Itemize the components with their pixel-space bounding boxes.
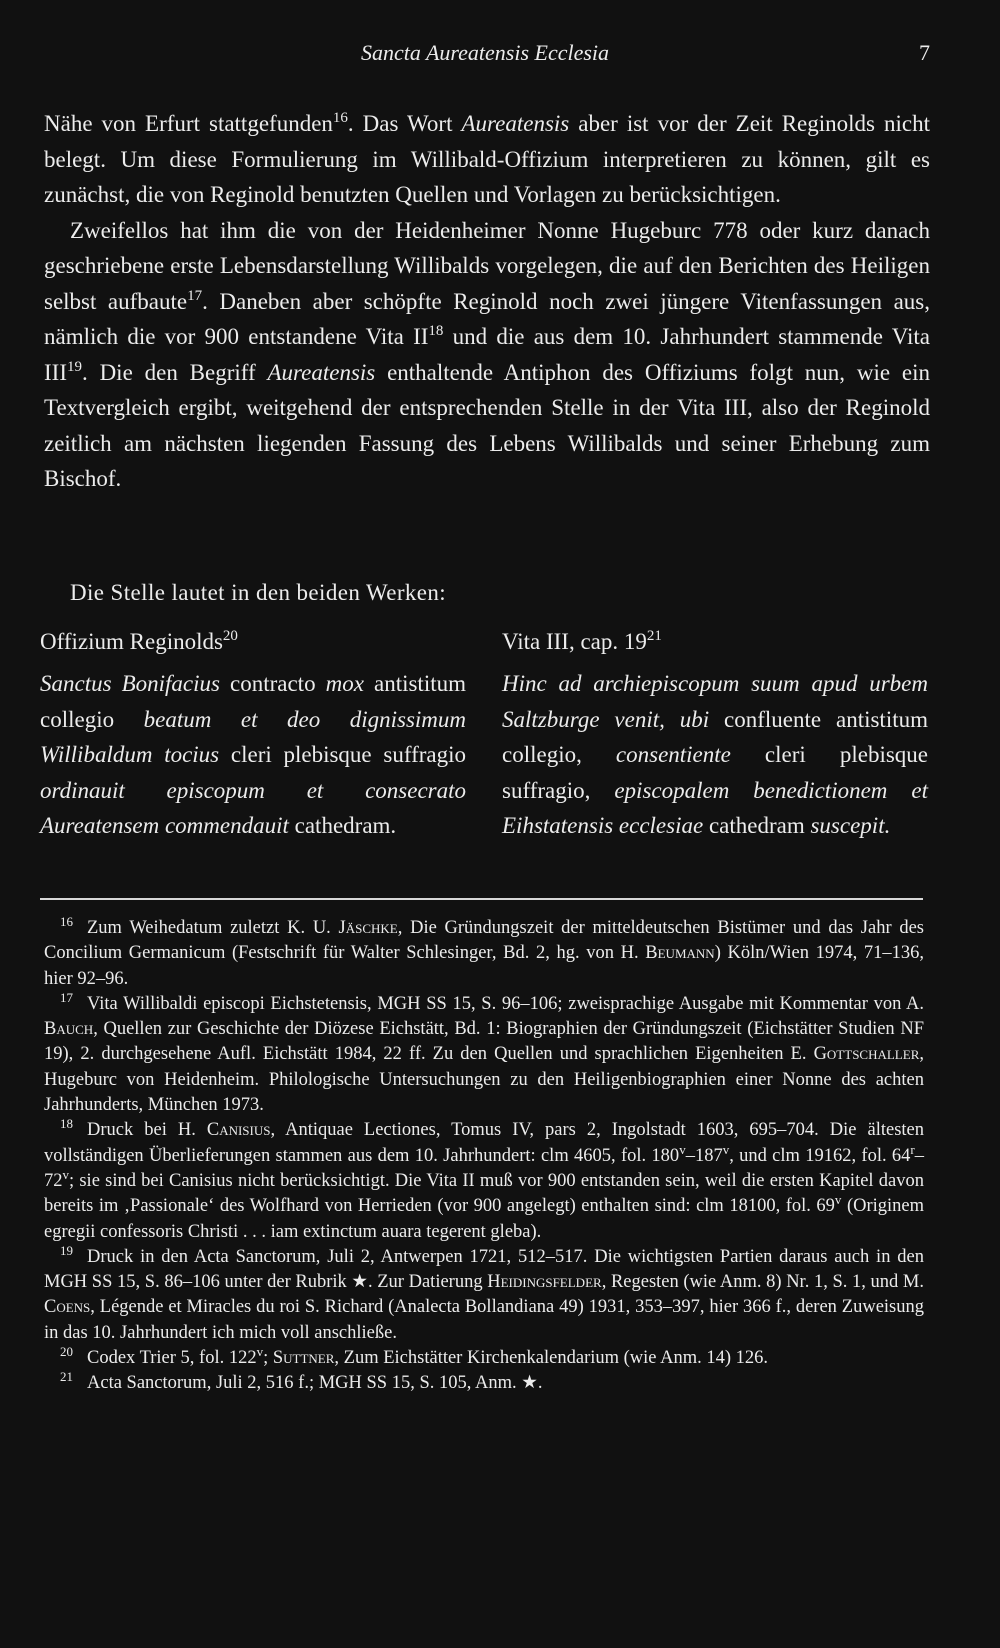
text-span: . Die den Begriff (81, 359, 268, 385)
main-text (44, 106, 930, 497)
heading-text: Offizium Reginolds (40, 629, 223, 654)
folio-side: v (256, 1344, 264, 1360)
text-span: , Quellen zur Geschichte der Diözese Eichstätt, Bd. 1: Biographien der Gründungszeit (Eichstätter Studien NF 19), 2. durchgesehene Aufl. Eichstätt 1984, 22 ff. Zu den Quellen und sprachlichen Eigenheiten E. (44, 1019, 924, 1065)
italic-span: Hinc ad archiepiscopum suum apud urbem Saltzburge venit, ubi (502, 671, 928, 732)
text-span: ) Köln/Wien 1974, 71–136, hier 92–96. (44, 943, 924, 989)
footnote-20 (44, 1346, 924, 1371)
text-span: Acta Sanctorum, Juli 2, 516 f.; MGH SS 15, S. 105, Anm. ★. (87, 1373, 543, 1394)
author-name: Heidingsfelder (487, 1272, 602, 1293)
footnotes (44, 916, 924, 1397)
text-span: aber ist vor der Zeit Reginolds nicht belegt. Um diese Formulierung im Willibald-Offizium interpretieren zu können, gilt es zunächst, die von Reginold benutzten Quellen und Vorlagen zu berücksichtigen. (44, 111, 930, 207)
footnote-ref-20[interactable]: 20 (222, 628, 238, 644)
italic-span: mox (325, 671, 364, 696)
footnote-ref-16[interactable]: 16 (332, 110, 348, 126)
text-span: confluente antistitum collegio, (502, 706, 928, 767)
column-heading-offizium (40, 624, 466, 659)
text-span: ; (263, 1348, 273, 1369)
text-span: Vita Willibaldi episcopi Eichstetensis, MGH SS 15, S. 96–106; zweisprachige Ausgabe mit Kommentar von A. (87, 993, 924, 1014)
text-span: Zweifellos hat ihm die von der Heidenheimer Nonne Hugeburc 778 oder kurz danach geschriebene erste Lebensdarstellung Willibalds vorgelegen, die auf den Berichten des Heiligen selbst aufbaute (44, 217, 930, 314)
author-name: Coens (44, 1297, 91, 1318)
heading-text: Vita III, cap. 19 (502, 629, 647, 654)
italic-span: episcopalem benedictionem et Eihstatensis ecclesiae (502, 777, 928, 838)
comparison-intro: Die Stelle lautet in den beiden Werken: (70, 580, 447, 605)
text-span: antistitum collegio (40, 671, 466, 732)
footnote-number: 16 (60, 914, 73, 929)
footnote-ref-21[interactable]: 21 (646, 628, 662, 644)
footnote-ref-19[interactable]: 19 (66, 358, 82, 375)
italic-span: ordinauit episcopum et consecrato Aureatensem commendauit (40, 777, 466, 838)
italic-span: Sanctus Bonifacius (40, 671, 220, 696)
footnote-number: 20 (60, 1344, 73, 1360)
column-offizium (40, 624, 466, 844)
column-vita (502, 624, 928, 844)
column-heading-vita (502, 624, 928, 659)
text-span: contracto (219, 671, 326, 696)
folio-side: r (910, 1141, 915, 1157)
footnote-ref-17[interactable]: 17 (187, 287, 203, 304)
text-span: cleri plebisque suffragio, (502, 742, 928, 803)
text-span: cathedram (703, 813, 811, 838)
text-span: cleri plebisque suffragio (219, 742, 466, 767)
folio-side: v (722, 1141, 730, 1157)
text-span: , Hugeburc von Heidenheim. Philologische Untersuchungen zu den Heiligenbiographien einer Nonne des achten Jahrhunderts, München 1973. (44, 1044, 924, 1116)
text-span: und die aus dem 10. Jahrhundert stammende Vita III (44, 324, 931, 385)
author-name: Bauch (44, 1019, 94, 1040)
text-span: Druck bei H. (87, 1120, 207, 1141)
text-span: , und clm 19162, fol. 64 (729, 1145, 911, 1166)
text-span: . Das Wort (347, 111, 462, 136)
folio-side: v (62, 1166, 69, 1182)
author-name: Gottschaller (813, 1044, 920, 1065)
italic-term: Aureatensis (461, 111, 570, 136)
italic-term: Aureatensis (267, 359, 376, 385)
text-span: ; sie sind bei Canisius nicht berücksichtigt. Die Vita II muß vor 900 entstanden sein, weil die ersten Kapitel davon bereits im ‚Passionale‘ des Wolfhard von Herrieden (vor 900 angelegt) enthalten sind: clm 18100, fol. 69 (44, 1170, 924, 1217)
footnote-ref-18[interactable]: 18 (428, 323, 444, 339)
column-text-offizium (40, 666, 466, 844)
text-span: , Légende et Miracles du roi S. Richard (Analecta Bollandiana 49) 1931, 353–397, hier 366 f., deren Zuweisung in das 10. Jahrhundert ich mich voll anschließe. (44, 1297, 924, 1343)
text-span: , Regesten (wie Anm. 8) Nr. 1, S. 1, und M. (601, 1272, 924, 1293)
text-span: enthaltende Antiphon des Offiziums folgt nun, wie ein Textvergleich ergibt, weitgehend der entsprechenden Stelle in der Vita III, also der Reginold zeitlich am nächsten liegenden Fassung des Lebens Willibalds und seiner Erhebung zum Bischof. (44, 359, 931, 491)
footnote-21 (44, 1371, 924, 1396)
column-text-vita (502, 666, 928, 844)
text-span: . Daneben aber schöpfte Reginold noch zwei jüngere Vitenfassungen aus, nämlich die vor 900 entstandene Vita II (44, 288, 930, 349)
italic-span: consentiente (615, 742, 731, 767)
paragraph-1 (44, 106, 930, 213)
footnote-number: 17 (60, 989, 73, 1005)
text-span: Codex Trier 5, fol. 122 (87, 1348, 257, 1369)
text-span: Druck in den Acta Sanctorum, Juli 2, Antwerpen 1721, 512–517. Die wichtigsten Partien daraus auch in den MGH SS 15, S. 86–106 unter der Rubrik ★. Zur Datierung (44, 1246, 924, 1293)
text-span: –187 (685, 1145, 723, 1166)
running-head: Sancta Aureatensis Ecclesia (360, 40, 610, 65)
footnote-number: 19 (60, 1242, 73, 1258)
author-name: Beumann (645, 943, 715, 964)
author-name: Suttner (272, 1348, 335, 1369)
footnote-number: 18 (60, 1116, 73, 1132)
text-span: , Antiquae Lectiones, Tomus IV, pars 2, Ingolstadt 1603, 695–704. Die ältesten vollständigen Überlieferungen stammen aus dem 10. Jahrhundert: clm 4605, fol. 180 (44, 1120, 924, 1166)
footnote-divider (40, 898, 923, 900)
footnote-16 (44, 916, 924, 992)
text-span: Zum Weihedatum zuletzt K. U. (87, 918, 339, 938)
footnote-18 (44, 1118, 924, 1244)
folio-side: v (679, 1141, 686, 1157)
text-span: cathedram. (288, 813, 397, 838)
text-span: –72 (44, 1145, 924, 1191)
text-span: Nähe von Erfurt stattgefunden (44, 111, 333, 136)
author-name: Jäschke (338, 918, 398, 938)
footnote-17 (44, 989, 924, 1118)
text-span: , Zum Eichstätter Kirchenkalendarium (wie Anm. 14) 126. (334, 1348, 769, 1369)
page-number: 7 (919, 40, 930, 65)
text-span: , Die Gründungszeit der mitteldeutschen Bistümer und das Jahr des Concilium Germanicum (Festschrift für Walter Schlesinger, Bd. 2, hg. von H. (44, 918, 924, 964)
paragraph-2 (44, 213, 930, 497)
italic-span: suscepit. (810, 813, 891, 838)
italic-span: beatum et deo dignissimum Willibaldum tocius (40, 706, 467, 767)
footnote-19 (44, 1242, 924, 1346)
footnote-number: 21 (60, 1369, 73, 1385)
author-name: Canisius (206, 1120, 271, 1141)
folio-side: v (834, 1192, 842, 1208)
text-span: (Originem egregii confessoris Christi . . . iam extinctum auara tegerent gleba). (44, 1196, 925, 1242)
